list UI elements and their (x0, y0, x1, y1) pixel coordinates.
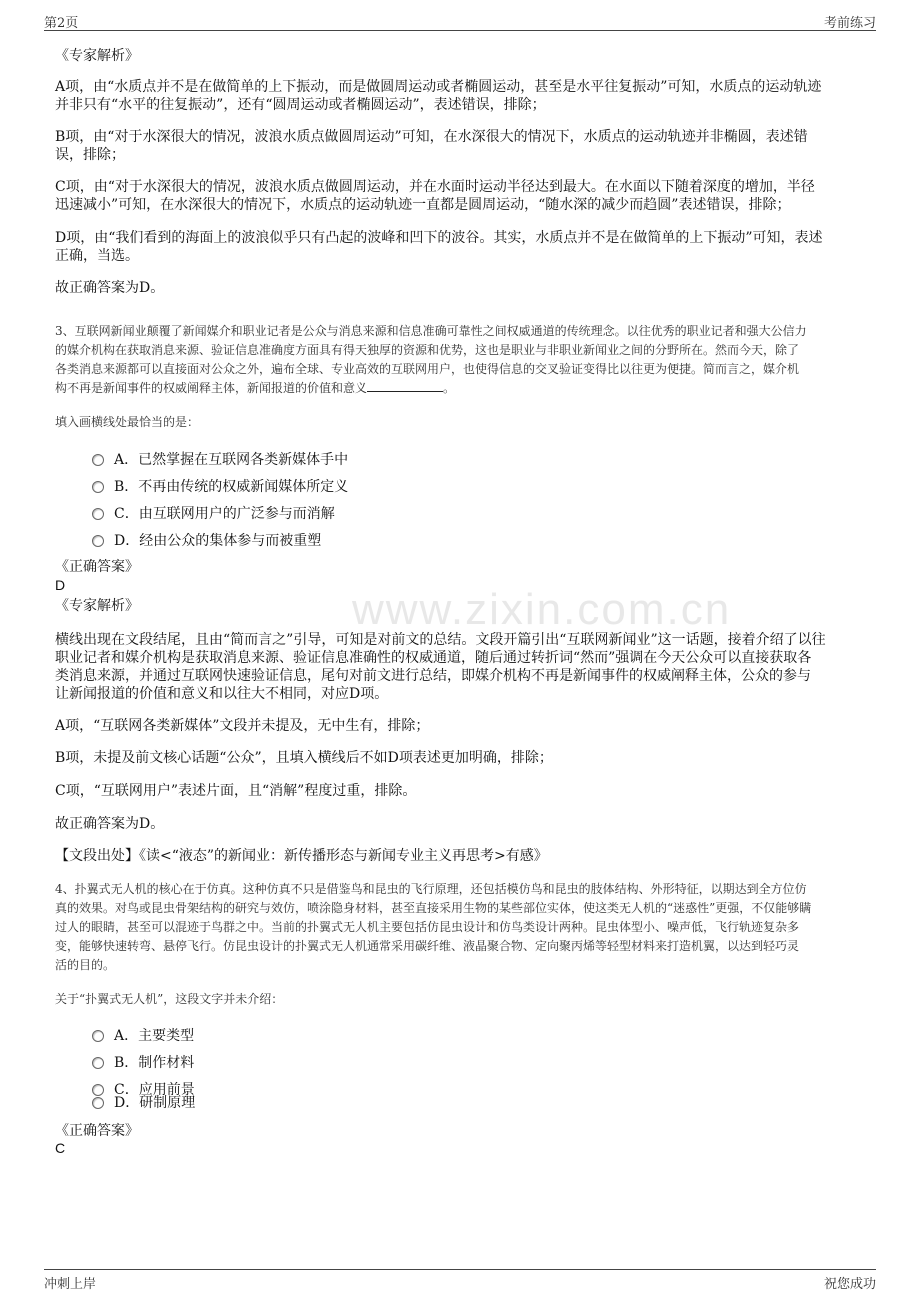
q3-answer-title: 《正确答案》 (55, 559, 139, 575)
q4-stem-line5: 活的目的。 (55, 958, 116, 972)
radio-button-icon[interactable] (92, 1057, 104, 1069)
q3-stem-line3: 各类消息来源都可以直接面对公众之外，遍布全球、专业高效的互联网用户，也使得信息的交叉验证变得比以往更为便捷。简而言之，媒介机 (55, 362, 800, 376)
q3-source: 【文段出处】《读<“液态”的新闻业：新传播形态与新闻专业主义再思考>有感》 (55, 848, 548, 864)
option-label: B．不再由传统的权威新闻媒体所定义 (114, 479, 349, 495)
q3-analysis-line2: 职业记者和媒介机构是获取消息来源、验证信息准确性的权威通道，随后通过转折词“然而”强调在今天公众可以直接获取各 (55, 650, 812, 666)
q3-stem-line2: 的媒介机构在获取消息来源、验证信息准确度方面具有得天独厚的资源和优势，这也是职业与非职业新闻业之间的分野所在。然而今天，除了 (55, 343, 800, 357)
radio-button-icon[interactable] (92, 454, 104, 466)
q2-d-line2: 正确，当选。 (55, 248, 139, 264)
radio-button-icon[interactable] (92, 481, 104, 493)
option-label: D．经由公众的集体参与而被重塑 (114, 533, 322, 549)
option-label: B．制作材料 (114, 1055, 195, 1071)
footer-right: 祝您成功 (823, 1277, 876, 1292)
q3-prompt: 填入画横线处最恰当的是： (55, 415, 200, 429)
option-label: C．由互联网用户的广泛参与而消解 (114, 506, 335, 522)
q3-analysis-line3: 类消息来源，并通过互联网快速验证信息，尾句对前文进行总结，即媒介机构不再是新闻事件的权威阐释主体，公众的参与 (55, 668, 811, 684)
q3-c-explanation: C项，“互联网用户”表述片面，且“消解”程度过重，排除。 (55, 783, 417, 799)
option-label: D．研制原理 (114, 1095, 196, 1111)
q3-a-explanation: A项，“互联网各类新媒体”文段并未提及，无中生有，排除； (55, 718, 430, 734)
q3-stem-line4-text: 构不再是新闻事件的权威阐释主体，新闻报道的价值和意义 (55, 381, 368, 395)
q2-b-line1: B项，由“对于水深很大的情况，波浪水质点做圆周运动”可知，在水深很大的情况下，水质点的运动轨迹并非椭圆，表述错 (55, 129, 808, 145)
q2-a-line2: 并非只有“水平的往复振动”，还有“圆周运动或者椭圆运动”，表述错误，排除； (55, 97, 546, 113)
radio-button-icon[interactable] (92, 508, 104, 520)
q3-expert-title: 《专家解析》 (55, 598, 139, 614)
q2-d-line1: D项，由“我们看到的海面上的波浪似乎只有凸起的波峰和凹下的波谷。其实，水质点并不是在做简单的上下振动”可知，表述 (55, 230, 823, 246)
q3-analysis-line1: 横线出现在文段结尾，且由“简而言之”引导，可知是对前文的总结。文段开篇引出“互联网新闻业”这一话题，接着介绍了以往 (55, 632, 826, 648)
q4-answer: C (55, 1140, 66, 1156)
q4-stem-line2: 真的效果。对鸟或昆虫骨架结构的研究与效仿，喷涂隐身材料，甚至直接采用生物的某些部位实体，使这类无人机的“迷惑性”更强，不仅能够瞒 (55, 901, 812, 915)
q3-conclusion: 故正确答案为D。 (55, 816, 165, 832)
radio-button-icon[interactable] (92, 535, 104, 547)
q4-answer-title: 《正确答案》 (55, 1123, 139, 1139)
page-header (44, 8, 876, 31)
option-label: A．主要类型 (114, 1028, 195, 1044)
q3-stem-line4-end: 。 (443, 381, 456, 395)
page-number: 第2页 (44, 16, 79, 31)
q2-c-line2: 迅速减小”可知，在水深很大的情况下，水质点的运动轨迹一直都是圆周运动，“随水深的减少而趋圆”表述错误，排除； (55, 197, 791, 213)
footer-left: 冲刺上岸 (44, 1277, 97, 1292)
q2-a-line1: A项，由“水质点并不是在做简单的上下振动，而是做圆周运动或者椭圆运动，甚至是水平往复振动”可知，水质点的运动轨迹 (55, 79, 822, 95)
q2-expert-title: 《专家解析》 (55, 48, 139, 64)
q3-b-explanation: B项，未提及前文核心话题“公众”，且填入横线后不如D项表述更加明确，排除； (55, 750, 553, 766)
option-label: C．应用前景 (114, 1082, 195, 1098)
q4-prompt: 关于“扑翼式无人机”，这段文字并未介绍： (55, 992, 284, 1006)
fill-blank (367, 379, 443, 392)
q2-conclusion: 故正确答案为D。 (55, 280, 165, 296)
option-label: A．已然掌握在互联网各类新媒体手中 (114, 452, 349, 468)
q2-c-line1: C项，由“对于水深很大的情况，波浪水质点做圆周运动，并在水面时运动半径达到最大。在水面以下随着深度的增加，半径 (55, 179, 815, 195)
header-title: 考前练习 (823, 16, 876, 31)
q4-stem-line4: 变，能够快速转弯、悬停飞行。仿昆虫设计的扑翼式无人机通常采用碳纤维、液晶聚合物、定向聚丙烯等轻型材料来打造机翼，以达到轻巧灵 (55, 939, 800, 953)
q3-stem-line4 (55, 379, 867, 398)
watermark: www.zixin.com.cn (352, 585, 732, 634)
radio-button-icon[interactable] (92, 1030, 104, 1042)
q3-answer: D (55, 577, 66, 593)
q4-stem-line3: 过人的眼睛，甚至可以混迹于鸟群之中。当前的扑翼式无人机主要包括仿昆虫设计和仿鸟类设计两种。昆虫体型小、噪声低，飞行轨迹复杂多 (55, 920, 800, 934)
q4-stem-line1: 4、扑翼式无人机的核心在于仿真。这种仿真不只是借鉴鸟和昆虫的飞行原理，还包括模仿鸟和昆虫的肢体结构、外形特征，以期达到全方位仿 (55, 882, 807, 896)
page-footer (44, 1269, 876, 1294)
q3-stem-line1: 3、互联网新闻业颠覆了新闻媒介和职业记者是公众与消息来源和信息准确可靠性之间权威通道的传统理念。以往优秀的职业记者和强大公信力 (55, 324, 807, 338)
radio-button-icon[interactable] (92, 1097, 104, 1109)
q3-analysis-line4: 让新闻报道的价值和意义和以往大不相同，对应D项。 (55, 686, 389, 702)
q2-b-line2: 误，排除； (55, 147, 125, 163)
radio-button-icon[interactable] (92, 1084, 104, 1096)
